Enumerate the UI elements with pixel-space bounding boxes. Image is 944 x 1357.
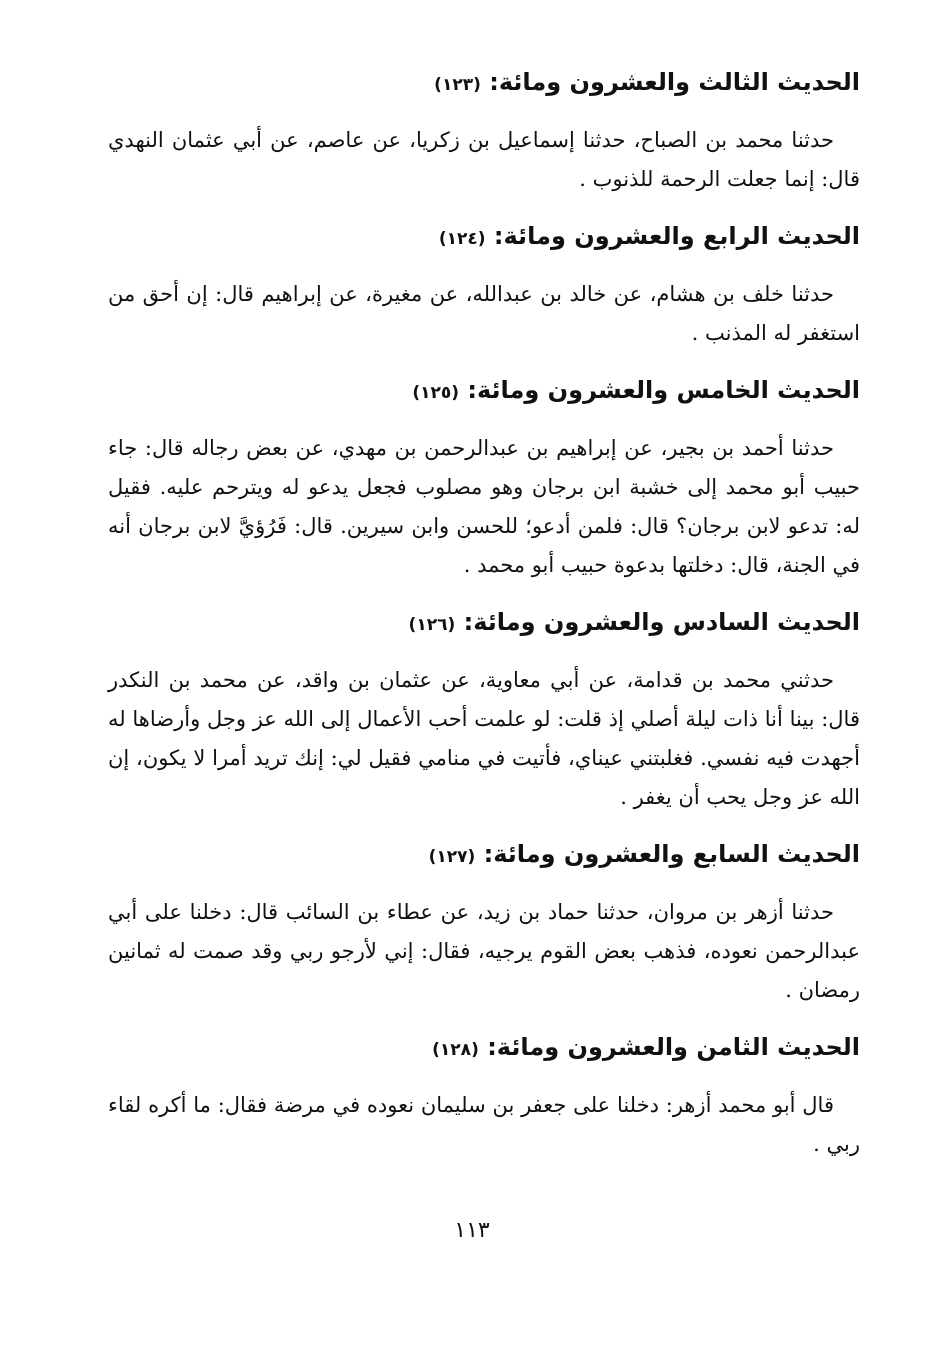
hadith-text: حدثني محمد بن قدامة، عن أبي معاوية، عن عثمان بن واقد، عن محمد بن النكدر قال: بينا أنا ذات ليلة أصلي إذ قلت: لو علمت أحب الأعمال إلى الله عز وجل وأرضاها له أجهدت فيه نفسي. فغلبتني عيناي، فأتيت في منامي فقيل لي: إنك تريد أمرا لا يكون، إن الله عز وجل يحب أن يغفر .: [108, 668, 860, 809]
heading-title: الحديث الثالث والعشرون ومائة:: [489, 68, 860, 96]
page-body: [108, 60, 860, 1179]
hadith-number: (١٢٦): [408, 615, 456, 635]
heading-title: الحديث السادس والعشرون ومائة:: [463, 608, 860, 636]
hadith-text: حدثنا أحمد بن بجير، عن إبراهيم بن عبدالرحمن بن مهدي، عن بعض رجاله قال: جاء حبيب أبو محمد إلى خشبة ابن برجان وهو مصلوب فجعل يدعو له ويترحم عليه. فقيل له: تدعو لابن برجان؟ قال: فلمن أدعو؛ للحسن وابن سيرين. قال: فَرُؤيَّ لابن برجان أنه في الجنة، قال: دخلتها بدعوة حبيب أبو محمد .: [108, 436, 860, 577]
hadith-text: حدثنا خلف بن هشام، عن خالد بن عبدالله، عن مغيرة، عن إبراهيم قال: إن أحق من استغفر له المذنب .: [108, 282, 860, 345]
heading-title: الحديث الثامن والعشرون ومائة:: [487, 1033, 860, 1061]
section-heading: [108, 1025, 860, 1072]
hadith-number: (١٢٨): [432, 1040, 479, 1060]
hadith-section-126: [108, 600, 860, 817]
section-heading: [108, 832, 860, 879]
hadith-text: حدثنا محمد بن الصباح، حدثنا إسماعيل بن زكريا، عن عاصم، عن أبي عثمان النهدي قال: إنما جعلت الرحمة للذنوب .: [108, 128, 860, 191]
heading-title: الحديث الرابع والعشرون ومائة:: [493, 222, 860, 250]
hadith-number: (١٢٥): [412, 383, 460, 403]
hadith-number: (١٢٤): [438, 229, 486, 249]
hadith-text: قال أبو محمد أزهر: دخلنا على جعفر بن سليمان نعوده في مرضة فقال: ما أكره لقاء ربي .: [108, 1093, 860, 1156]
hadith-number: (١٢٣): [434, 75, 481, 95]
section-heading: [108, 60, 860, 107]
hadith-text: حدثنا أزهر بن مروان، حدثنا حماد بن زيد، عن عطاء بن السائب قال: دخلنا على أبي عبدالرحمن نعوده، فذهب بعض القوم يرجيه، فقال: إني لأرجو ربي وقد صمت له ثمانين رمضان .: [108, 900, 860, 1002]
hadith-section-124: [108, 214, 860, 353]
hadith-section-127: [108, 832, 860, 1010]
hadith-section-125: [108, 368, 860, 585]
section-heading: [108, 368, 860, 415]
heading-title: الحديث الخامس والعشرون ومائة:: [467, 376, 860, 404]
heading-title: الحديث السابع والعشرون ومائة:: [483, 840, 860, 868]
hadith-section-123: [108, 60, 860, 199]
section-heading: [108, 600, 860, 647]
hadith-section-128: [108, 1025, 860, 1164]
hadith-number: (١٢٧): [428, 847, 476, 867]
page-number: ١١٣: [454, 1218, 490, 1243]
section-heading: [108, 214, 860, 261]
